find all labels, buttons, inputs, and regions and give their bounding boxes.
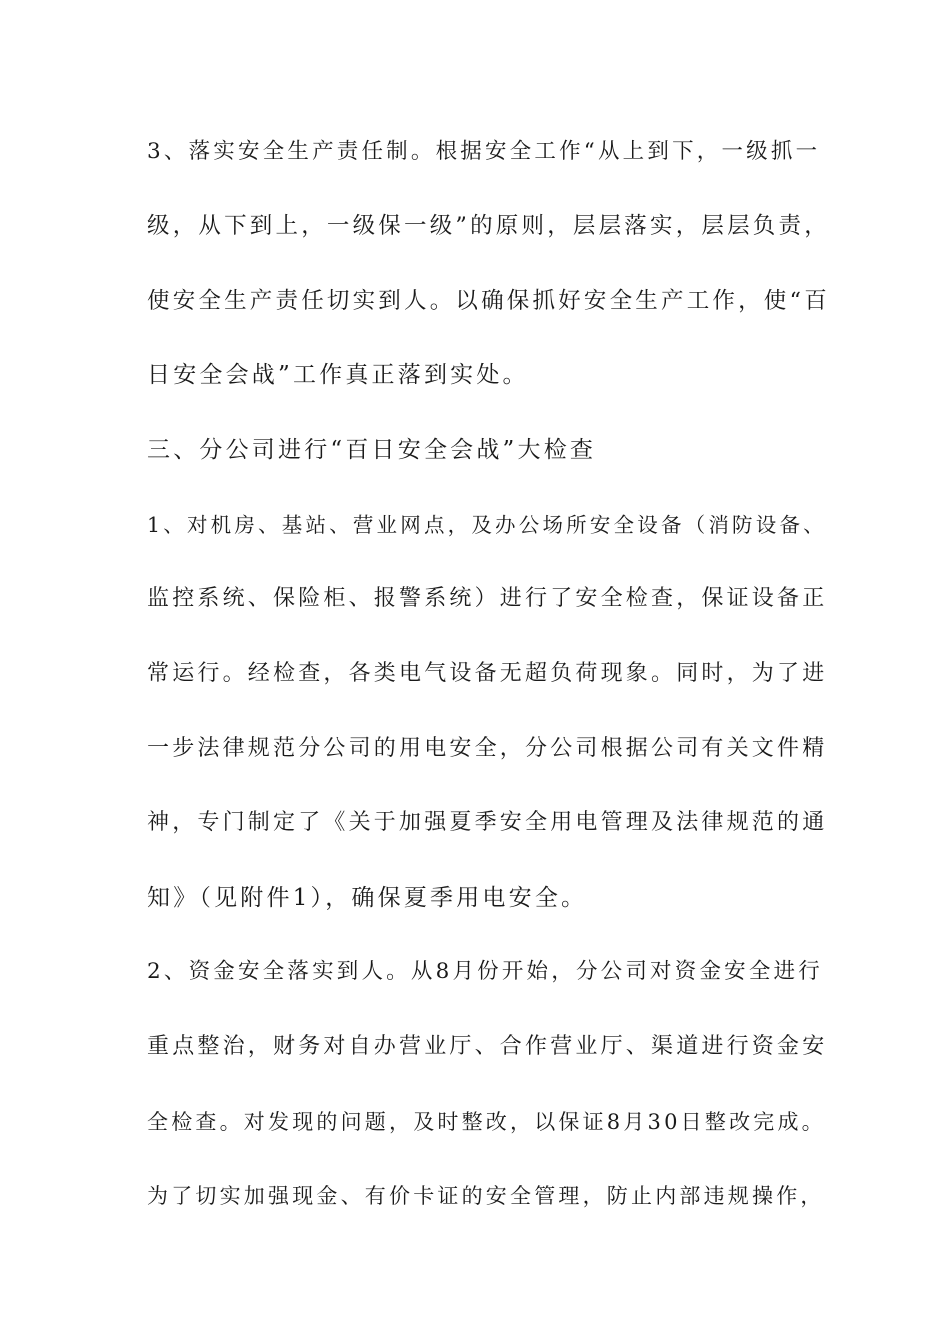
text-line: 2、资金安全落实到人。从8月份开始，分公司对资金安全进行 (147, 959, 823, 984)
text-line: 为了切实加强现金、有价卡证的安全管理，防止内部违规操作， (147, 1184, 825, 1208)
text-line: 日安全会战”工作真正落到实处。 (147, 362, 529, 388)
text-line: 常运行。经检查，各类电气设备无超负荷现象。同时，为了进 (147, 661, 828, 686)
text-line: 3、落实安全生产责任制。根据安全工作“从上到下，一级抓一 (147, 139, 821, 164)
text-line: 全检查。对发现的问题，及时整改，以保证8月30日整改完成。 (147, 1110, 826, 1134)
section-heading: 三、分公司进行“百日安全会战”大检查 (147, 437, 597, 463)
text-line: 使安全生产责任切实到人。以确保抓好安全生产工作，使“百 (147, 288, 830, 314)
text-line: 知》（见附件1），确保夏季用电安全。 (147, 885, 588, 911)
text-line: 神，专门制定了《关于加强夏季安全用电管理及法律规范的通 (147, 810, 828, 835)
text-line: 监控系统、保险柜、报警系统）进行了安全检查，保证设备正 (147, 586, 828, 611)
text-line: 1、对机房、基站、营业网点，及办公场所安全设备（消防设备、 (147, 513, 827, 537)
text-line: 级，从下到上，一级保一级”的原则，层层落实，层层负责， (147, 213, 830, 239)
text-line: 一步法律规范分公司的用电安全，分公司根据公司有关文件精 (147, 736, 828, 761)
text-line: 重点整治，财务对自办营业厅、合作营业厅、渠道进行资金安 (147, 1034, 828, 1059)
